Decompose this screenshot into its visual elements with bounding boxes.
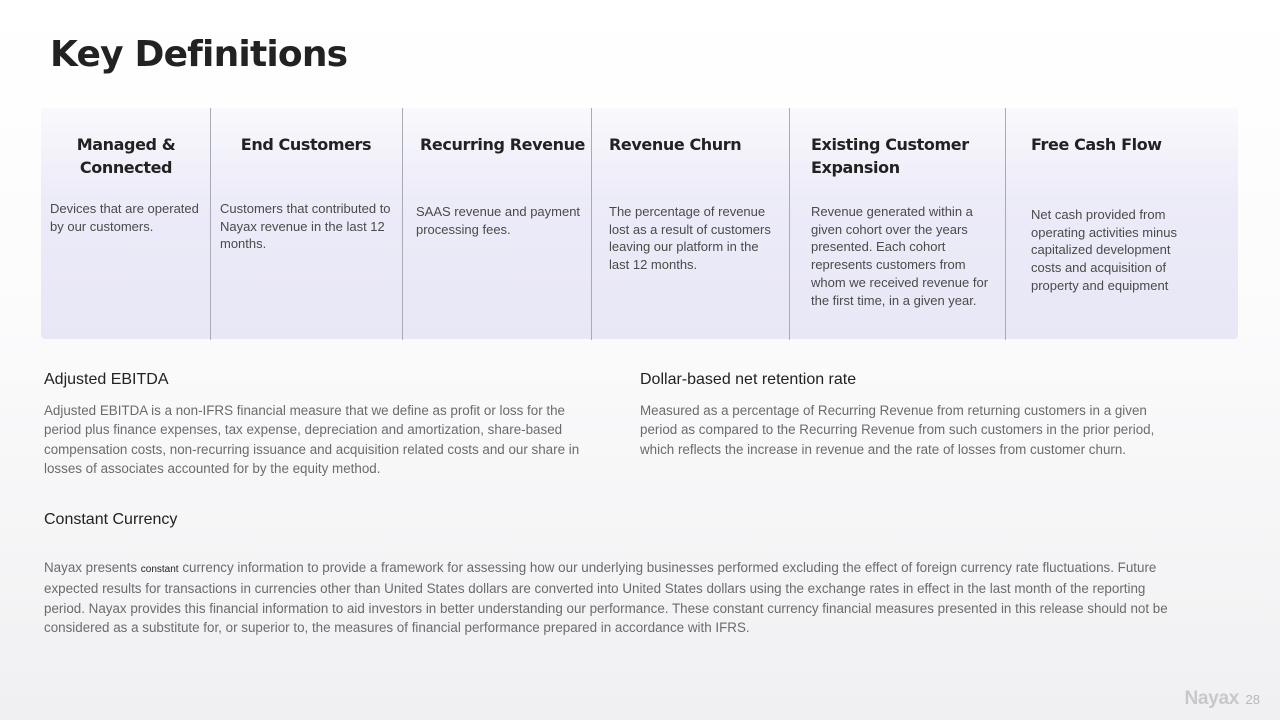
constant-currency-body-rest: currency information to provide a framework for assessing how our underlying businesses performed excluding the effect of foreign currency rate fluctuations. Future expected results for transactions in currencies other than United States dollars are converted into United States dollars using the exchange rates in effect in the last month of the reporting period. Nayax provides this financial information to aid investors in better understanding our performance. These constant currency financial measures presented in this release should not be considered as a substitute for, or superior to, the measures of financial performance prepared in accordance with IFRS. bbox=[44, 560, 1168, 635]
constant-currency-heading: Constant Currency bbox=[44, 511, 178, 528]
definition-heading-existing-customer-expansion: Existing Customer Expansion bbox=[811, 135, 969, 177]
definition-heading-end-customers: End Customers bbox=[240, 135, 372, 154]
definition-body-end-customers: Customers that contributed to Nayax revenue in the last 12 months. bbox=[220, 201, 391, 252]
definition-heading-revenue-churn: Revenue Churn bbox=[609, 135, 742, 154]
column-divider bbox=[789, 108, 790, 340]
definition-body-existing-customer-expansion: Revenue generated within a given cohort over the years presented. Each cohort represents customers from whom we received revenue for the first time, in a given year. bbox=[811, 204, 989, 308]
definition-body-managed-connected: Devices that are operated by our customers. bbox=[50, 201, 199, 234]
column-divider bbox=[210, 108, 211, 340]
page-title: Key Definitions bbox=[50, 34, 348, 75]
constant-currency-body-small: constant bbox=[140, 564, 179, 575]
nayax-logo: Nayax bbox=[1184, 688, 1239, 709]
definition-body-revenue-churn: The percentage of revenue lost as a result of customers leaving our platform in the last 12 months. bbox=[609, 204, 771, 273]
column-divider bbox=[1005, 108, 1006, 340]
definition-body-free-cash-flow: Net cash provided from operating activities minus capitalized development costs and acquisition of property and equipment bbox=[1031, 207, 1177, 293]
definition-heading-managed-connected: Managed & Connected bbox=[76, 135, 176, 177]
definition-body-recurring-revenue: SAAS revenue and payment processing fees. bbox=[416, 204, 581, 237]
adjusted-ebitda-body: Adjusted EBITDA is a non-IFRS financial measure that we define as profit or loss for the period plus finance expenses, tax expense, depreciation and amortization, share-based compensation costs, non-recurring issuance and acquisition related costs and our share in losses of associates accounted for by the equity method. bbox=[44, 403, 580, 476]
definition-heading-free-cash-flow: Free Cash Flow bbox=[1031, 135, 1162, 154]
column-divider bbox=[402, 108, 403, 340]
definition-heading-recurring-revenue: Recurring Revenue bbox=[420, 135, 586, 154]
page-number: 28 bbox=[1245, 692, 1260, 707]
dollar-retention-heading: Dollar-based net retention rate bbox=[640, 371, 857, 388]
adjusted-ebitda-heading: Adjusted EBITDA bbox=[44, 371, 169, 388]
constant-currency-body-prefix: Nayax presents bbox=[44, 560, 138, 575]
dollar-retention-body: Measured as a percentage of Recurring Revenue from returning customers in a given period as compared to the Recurring Revenue from such customers in the prior period, which reflects the increase in revenue and the rate of losses from customer churn. bbox=[640, 403, 1155, 457]
constant-currency-body bbox=[44, 558, 1189, 637]
